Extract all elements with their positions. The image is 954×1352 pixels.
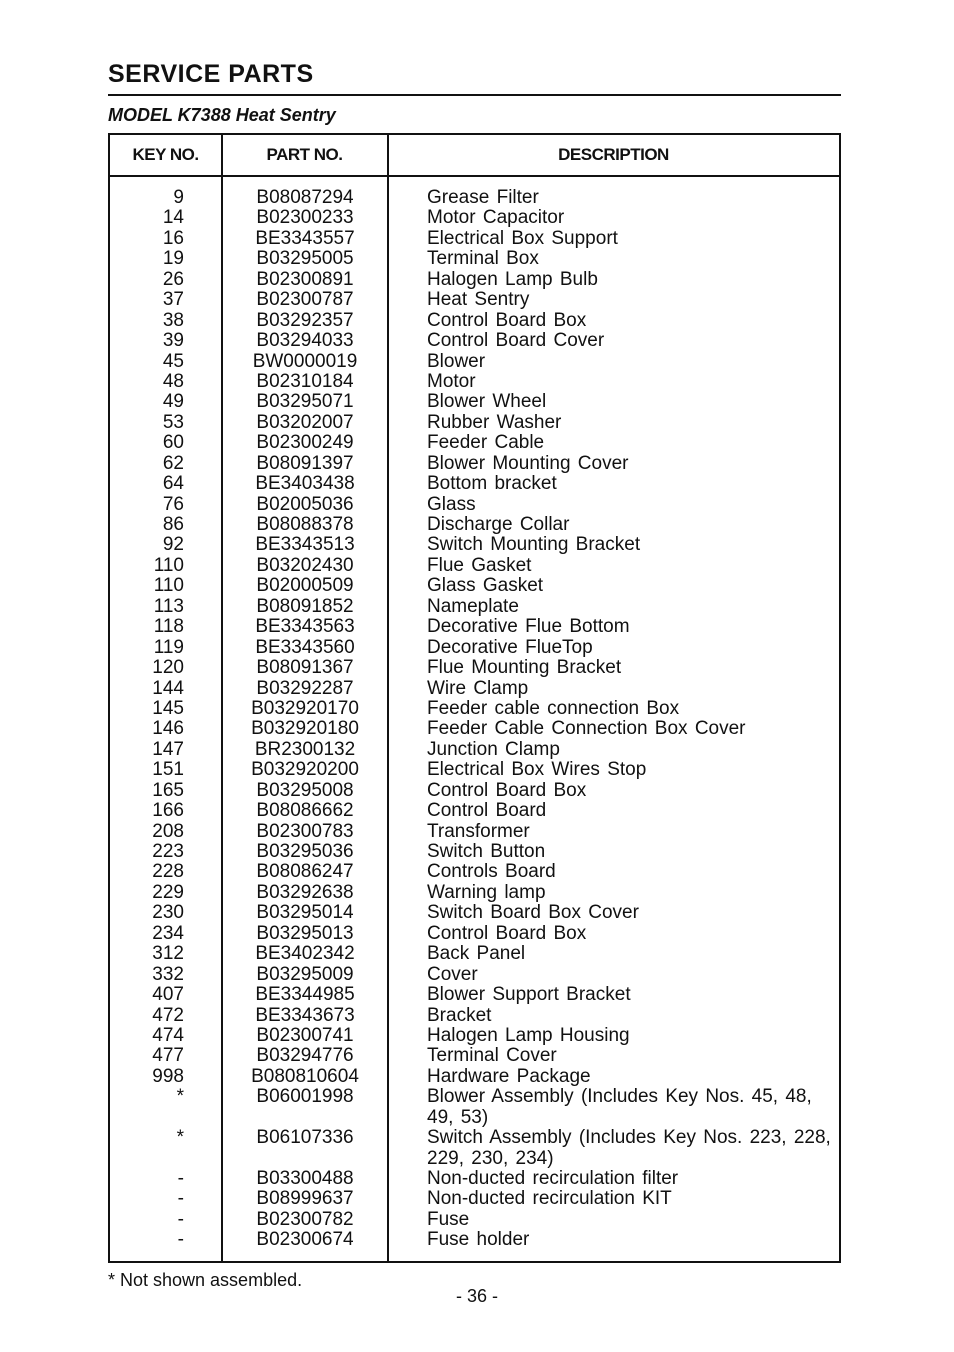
part-no-cell: B03292287 [256,677,354,699]
part-no-cell: B02300674 [256,1229,354,1251]
description-cell: Feeder cable connection Box [427,697,680,719]
table-row [110,985,839,1005]
key-no-cell: 230 [152,902,184,924]
table-row [110,352,839,372]
key-no-cell: 228 [152,861,184,883]
key-no-cell: - [177,1229,184,1251]
key-no-cell: 19 [162,248,184,270]
part-no-cell: B06107336 [256,1127,354,1149]
key-no-cell: 118 [153,616,184,638]
part-no-cell: B02300891 [256,268,354,290]
part-no-cell: B08087294 [256,187,354,208]
table-row [110,413,839,433]
description-cell: Blower Assembly (Includes Key Nos. 45, 48, 49, 53) [427,1086,812,1128]
description-cell: Switch Mounting Bracket [427,534,641,556]
table-row [110,311,839,331]
key-no-cell: 64 [162,473,184,495]
description-cell: Glass Gasket [427,575,544,597]
table-row [110,454,839,474]
table-row [110,1006,839,1026]
description-cell: Wire Clamp [427,677,529,699]
part-no-cell: B03295014 [256,902,354,924]
table-row [110,188,839,208]
description-cell: Control Board Box [427,922,587,944]
part-no-cell: B08086247 [256,861,354,883]
part-no-cell: B03295013 [256,922,354,944]
description-cell: Electrical Box Wires Stop [427,759,647,781]
description-cell: Flue Mounting Bracket [427,657,622,679]
table-row [110,842,839,862]
header-description: DESCRIPTION [558,145,669,164]
part-no-cell: B02310184 [256,370,354,392]
footnote: * Not shown assembled. [108,1270,303,1290]
description-cell: Flue Gasket [427,554,532,576]
part-no-cell: B03295036 [256,841,354,862]
key-no-cell: 53 [162,411,184,433]
description-cell: Grease Filter [427,187,539,208]
description-cell: Bottom bracket [427,473,557,495]
key-no-cell: 234 [152,922,184,944]
description-cell: Nameplate [427,595,519,617]
description-cell: Junction Clamp [427,738,560,760]
table-row [110,229,839,249]
table-row [110,699,839,719]
description-cell: Bracket [427,1004,492,1026]
table-row [110,208,839,228]
part-no-cell: B02300787 [256,289,354,311]
part-no-cell: B02300249 [256,432,354,454]
key-no-cell: 223 [152,841,184,862]
part-no-cell: B02300782 [256,1208,354,1230]
part-no-cell: BW0000019 [252,350,358,372]
table-row [110,576,839,596]
table-row [110,1046,839,1066]
description-cell: Feeder Cable [427,432,545,454]
key-no-cell: - [177,1208,184,1230]
key-no-cell: * [176,1127,184,1149]
key-no-cell: 312 [152,943,184,965]
part-no-cell: BE3343563 [255,616,355,638]
key-no-cell: 48 [162,370,184,392]
table-row [110,883,839,903]
description-cell: Heat Sentry [427,289,530,311]
table-row [110,944,839,964]
key-no-cell: 144 [152,677,184,699]
key-no-cell: 151 [152,759,184,781]
key-no-cell: 76 [162,493,184,515]
key-no-cell: 145 [152,697,184,719]
table-row [110,903,839,923]
part-no-cell: B08091367 [256,657,354,679]
key-no-cell: 474 [152,1024,184,1046]
table-row [110,1128,839,1169]
part-no-cell: B032920200 [251,759,359,781]
part-no-cell: B03295009 [256,963,354,985]
key-no-cell: 49 [162,391,184,413]
table-row [110,719,839,739]
part-no-cell: B02005036 [256,493,354,515]
key-no-cell: 39 [162,330,184,352]
description-cell: Hardware Package [427,1065,591,1087]
key-no-cell: 110 [153,554,184,576]
key-no-cell: 38 [162,309,184,331]
key-no-cell: 62 [162,452,184,474]
description-cell: Halogen Lamp Bulb [427,268,598,290]
part-no-cell: BE3343673 [255,1004,355,1026]
key-no-cell: 86 [162,514,184,535]
table-row [110,760,839,780]
key-no-cell: 14 [162,207,184,229]
description-cell: Fuse holder [427,1229,530,1251]
key-no-cell: 9 [173,187,184,208]
table-row [110,249,839,269]
title-rule [108,94,841,96]
description-cell: Transformer [427,820,530,842]
table-row [110,1210,839,1230]
part-no-cell: B032920170 [251,697,359,719]
table-row [110,801,839,821]
table-row [110,372,839,392]
description-cell: Control Board [427,800,547,822]
table-row [110,1026,839,1046]
table-row [110,781,839,801]
table-row [110,270,839,290]
parts-table [108,133,841,1263]
description-cell: Control Board Box [427,779,587,801]
key-no-cell: 92 [162,534,184,556]
table-row [110,679,839,699]
key-no-cell: 208 [152,820,184,842]
description-cell: Halogen Lamp Housing [427,1024,630,1046]
part-no-cell: B03300488 [256,1168,354,1190]
description-cell: Fuse [427,1208,470,1230]
part-no-cell: B03292638 [256,881,354,903]
part-no-cell: BE3403438 [255,473,355,495]
description-cell: Glass [427,493,476,515]
description-cell: Control Board Box [427,309,587,331]
table-row [110,495,839,515]
key-no-cell: 407 [152,984,184,1006]
description-cell: Blower Mounting Cover [427,452,629,474]
table-row [110,822,839,842]
table-row [110,965,839,985]
key-no-cell: 113 [153,595,184,617]
part-no-cell: B02300741 [256,1024,354,1046]
key-no-cell: 37 [162,289,184,311]
part-no-cell: B08091852 [256,595,354,617]
key-no-cell: 119 [153,636,184,658]
description-cell: Motor Capacitor [427,207,565,229]
description-cell: Discharge Collar [427,514,570,535]
key-no-cell: 165 [152,779,184,801]
table-row [110,290,839,310]
table-row [110,331,839,351]
key-no-cell: 146 [152,718,184,740]
part-no-cell: BE3343560 [255,636,355,658]
description-cell: Decorative FlueTop [427,636,593,658]
key-no-cell: 477 [152,1045,184,1067]
key-no-cell: 45 [162,350,184,372]
description-cell: Controls Board [427,861,556,883]
header-part-no: PART NO. [266,145,343,164]
table-row [110,658,839,678]
table-row [110,556,839,576]
part-no-cell: B03295008 [256,779,354,801]
part-no-cell: B03295005 [256,248,354,270]
table-row [110,638,839,658]
description-cell: Motor [427,370,476,392]
part-no-cell: B032920180 [251,718,359,740]
key-no-cell: - [177,1188,184,1210]
key-no-cell: 166 [152,800,184,822]
part-no-cell: B02300783 [256,820,354,842]
header-key-no: KEY NO. [132,145,199,164]
table-row [110,1189,839,1209]
table-row [110,1067,839,1087]
key-no-cell: 16 [162,227,184,249]
page-number: - 36 - [455,1286,498,1306]
table-row [110,1169,839,1189]
description-cell: Electrical Box Support [427,227,618,249]
description-cell: Non-ducted recirculation KIT [427,1188,672,1210]
description-cell: Cover [427,963,478,985]
description-cell: Blower Wheel [427,391,547,413]
key-no-cell: 229 [152,881,184,903]
part-no-cell: B08091397 [256,452,354,474]
key-no-cell: 26 [162,268,184,290]
part-no-cell: B02300233 [256,207,354,229]
part-no-cell: B03202430 [256,554,354,576]
description-cell: Decorative Flue Bottom [427,616,630,638]
key-no-cell: 472 [152,1004,184,1026]
part-no-cell: B06001998 [256,1086,354,1108]
key-no-cell: 998 [152,1065,184,1087]
description-cell: Rubber Washer [427,411,562,433]
description-cell: Blower Support Bracket [427,984,631,1006]
description-cell: Terminal Cover [427,1045,557,1067]
table-row [110,597,839,617]
description-cell: Switch Assembly (Includes Key Nos. 223, 228, 229, 230, 234) [427,1127,831,1169]
description-cell: Terminal Box [427,248,539,270]
key-no-cell: * [176,1086,184,1108]
table-row [110,433,839,453]
key-no-cell: 60 [162,432,184,454]
part-no-cell: B03294033 [256,330,354,352]
table-row [110,617,839,637]
key-no-cell: - [177,1168,184,1190]
description-cell: Warning lamp [427,881,546,903]
key-no-cell: 120 [152,657,184,679]
description-cell: Back Panel [427,943,526,965]
model-title: MODEL K7388 Heat Sentry [108,105,336,125]
part-no-cell: B08999637 [256,1188,354,1210]
part-no-cell: BR2300132 [254,738,356,760]
part-no-cell: BE3344985 [255,984,355,1006]
table-row [110,740,839,760]
table-row [110,1087,839,1128]
description-cell: Blower [427,350,486,372]
part-no-cell: B03295071 [256,391,354,413]
table-row [110,535,839,555]
part-no-cell: B02000509 [256,575,354,597]
table-row [110,515,839,535]
table-rows [110,188,839,1251]
table-row [110,924,839,944]
header-rule [110,175,839,177]
part-no-cell: B08086662 [256,800,354,822]
part-no-cell: B03294776 [256,1045,354,1067]
description-cell: Feeder Cable Connection Box Cover [427,718,746,740]
description-cell: Non-ducted recirculation filter [427,1168,679,1190]
part-no-cell: BE3343513 [255,534,355,556]
part-no-cell: BE3343557 [255,227,355,249]
table-row [110,1230,839,1250]
part-no-cell: B03292357 [256,309,354,331]
description-cell: Control Board Cover [427,330,605,352]
key-no-cell: 147 [152,738,184,760]
description-cell: Switch Button [427,841,546,862]
part-no-cell: B03202007 [256,411,354,433]
table-row [110,392,839,412]
key-no-cell: 110 [153,575,184,597]
table-row [110,474,839,494]
part-no-cell: B080810604 [251,1065,359,1087]
part-no-cell: BE3402342 [255,943,355,965]
description-cell: Switch Board Box Cover [427,902,639,924]
page-title: SERVICE PARTS [108,60,314,88]
part-no-cell: B08088378 [256,514,354,535]
table-row [110,862,839,882]
key-no-cell: 332 [152,963,184,985]
